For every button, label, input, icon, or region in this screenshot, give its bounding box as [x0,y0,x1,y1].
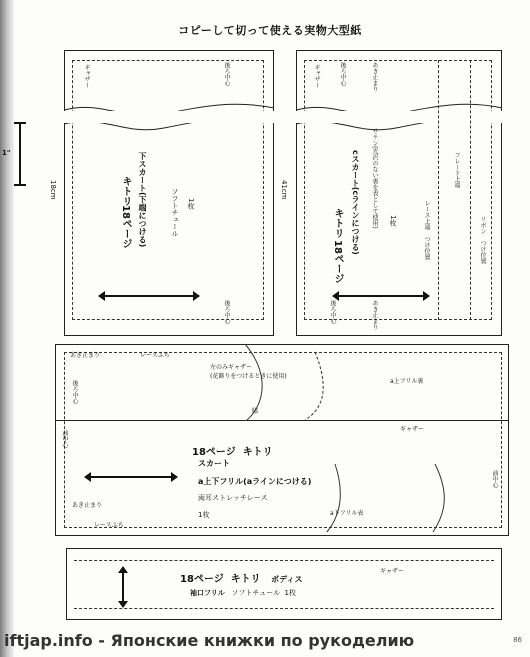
opening-stop-bottom-c: あき止まり [371,300,378,330]
item-name-c: キトリ [332,208,343,238]
page-ref-skirt [192,443,273,458]
item-name-a: キトリ [120,176,131,206]
count-frill: 1枚 [198,511,210,519]
count-body: 1枚 [284,589,296,597]
part-name-a: 下スカート(下端につける) [138,152,147,248]
count-c: 1枚 [389,215,397,227]
ruler-cap-bottom [14,184,26,186]
fabric-a: ソフトチュール [171,188,179,237]
seam-line-cuff-bottom [74,608,494,609]
lace-edge-bottom: レースふち [94,522,124,529]
page-ref-skirt-text: 18ページ [192,447,236,458]
fabric-body: ソフトチュール [231,589,281,597]
grain-arrow-a [104,295,194,297]
gather-label-body: ギャザー [380,568,405,575]
cut-break-wave-c [296,100,502,140]
back-center-bottom-a: 後ろ中心 [223,300,230,324]
grain-arrow-c [338,295,424,297]
upper-frill-back-label: a上フリル裏 [390,378,424,385]
book-binding-shadow [0,0,14,657]
gather-label-frill: ギャザー [400,426,425,433]
lace-placement-label: レース上端 つけ位置 [423,200,430,260]
opening-stop-top-c: あき止まり [371,62,378,92]
front-center-left: 前中心 [61,430,68,448]
ribbon-placement-label: リボン つけ位置 [479,216,486,264]
grain-arrow-cuff [122,572,124,602]
cut-break-wave-a [64,100,274,140]
opening-stop-top: あき止まり [70,352,101,359]
fabric-c: サテン(光沢のない裏を表として使用) [371,128,378,229]
ruler-cap-top [14,122,26,124]
seam-line-lower-skirt [72,60,264,320]
lower-frill-front-label: a下フリル表 [330,510,364,517]
side-seam-label: 脇 [252,408,259,415]
grain-arrow-frill [90,476,172,478]
bodice-label: ボディス [271,575,303,584]
gather-label-c: ギャザー [313,64,320,88]
ruler-label: 1" [2,149,11,157]
page-ref-a: 18ページ [120,205,131,249]
opening-stop-bottom: あき止まり [72,502,103,509]
back-center-top-a: 後ろ中心 [223,62,230,86]
page-number: 86 [513,636,522,644]
ribbon-placement-line [470,60,471,320]
front-center-right: 前中心 [491,470,498,488]
seam-line-cuff-top [74,560,494,561]
dimension-label-c: 41cm [280,180,288,200]
page-ref-c: 18ページ [332,240,343,284]
page-ref-body-text: 18ページ [180,574,224,585]
dimension-label-a: 18cm [49,180,57,200]
fabric-frill: 両耳ストレッチレース [198,494,268,502]
part-name-frill: a上下フリル(aラインにつける) [198,477,312,486]
back-center-label: 後ろ中心 [71,380,78,404]
cuff-details [190,588,296,598]
watermark-footer: iftjap.info - Японские книжки по рукоделию [4,631,415,650]
gather-note: 左のみギャザー (花飾りをつけるときに使用) [210,364,287,380]
back-center-bottom-c: 後ろ中心 [329,300,336,324]
page-title: コピーして切って使える実物大型紙 [178,24,362,37]
part-name-c: cスカート(cラインにつける) [351,150,360,255]
back-center-top-c: 後ろ中心 [339,62,346,86]
page-ref-body [180,570,303,585]
item-name-body: キトリ [230,574,261,585]
lace-edge-top: レースふち [140,352,170,359]
inch-ruler [19,122,21,186]
item-name-skirt: キトリ [242,447,273,458]
gather-label-a: ギャザー [83,64,90,88]
lace-placement-line [438,60,439,320]
cuff-frill-label: 袖口フリル [190,589,225,597]
skirt-label: スカート [198,459,230,468]
count-a: 1枚 [187,198,195,210]
flare-top-label: フレード上端 [453,152,460,188]
